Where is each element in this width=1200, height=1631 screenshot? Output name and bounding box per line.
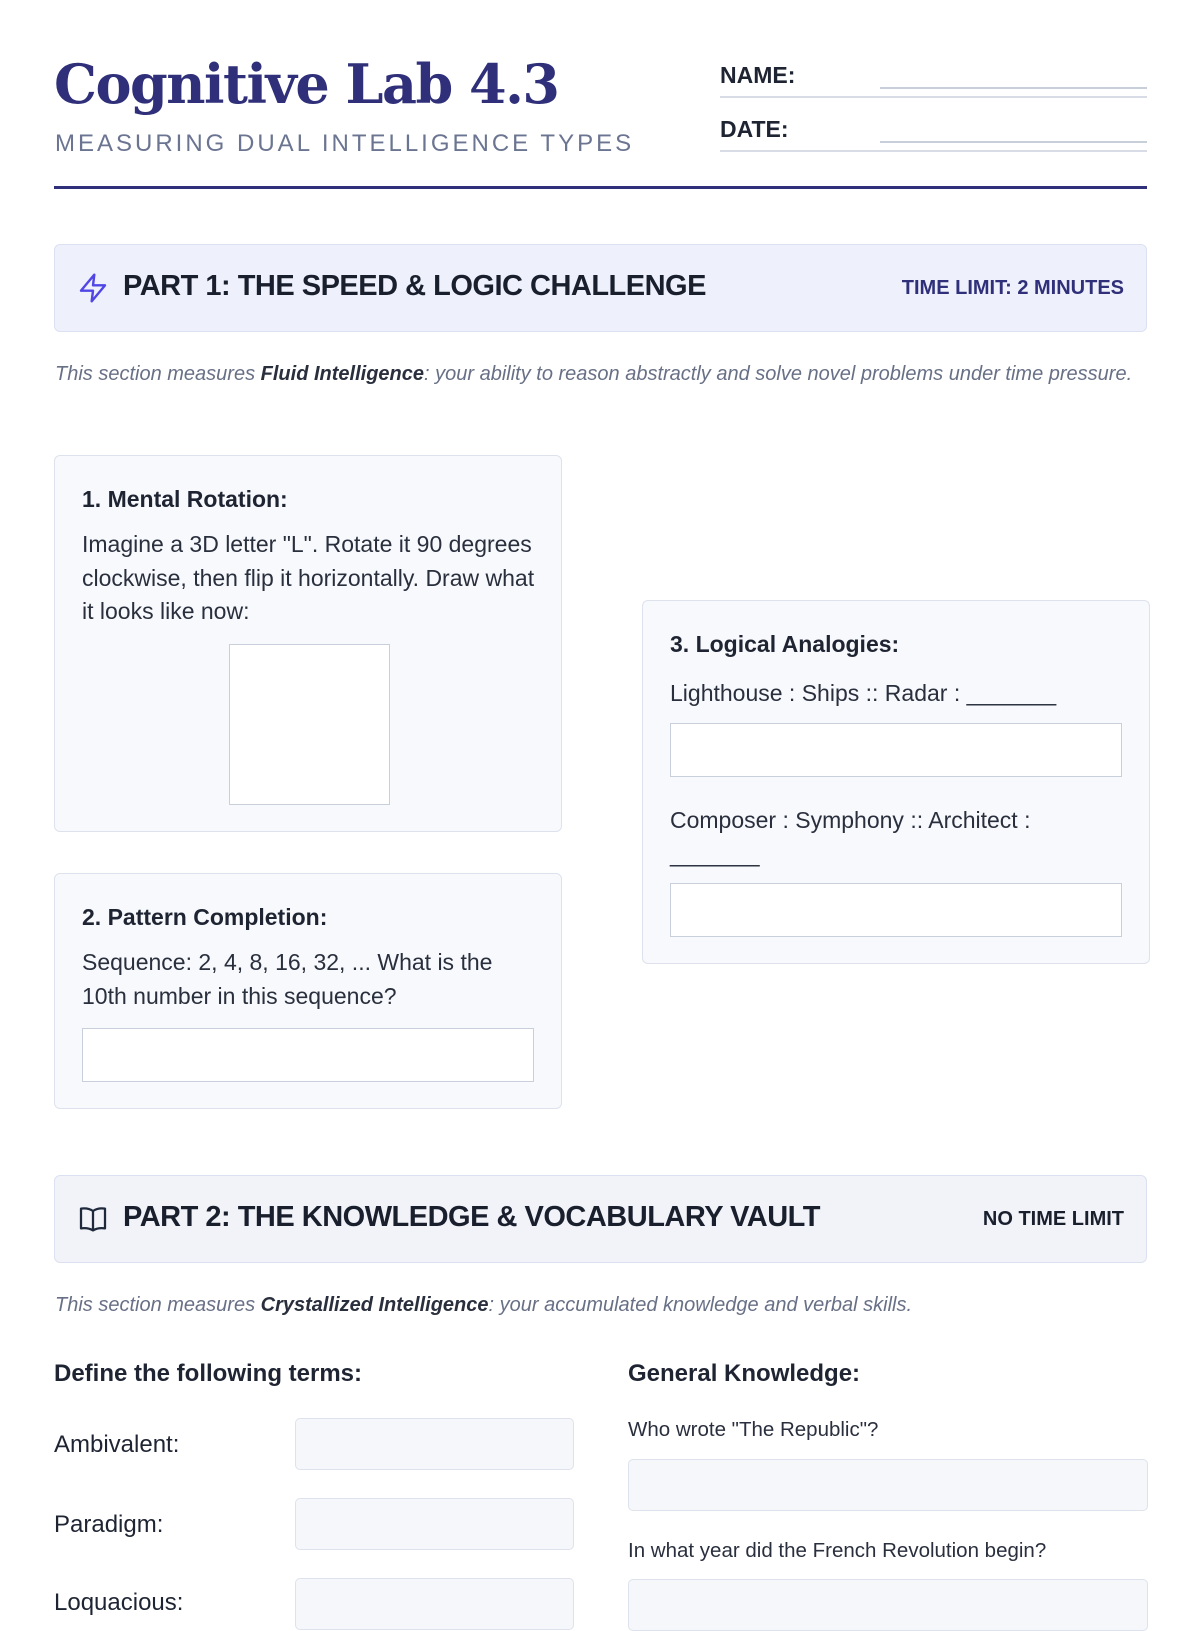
- part2-time-limit: NO TIME LIMIT: [982, 1208, 1124, 1230]
- analogy-1-input[interactable]: [670, 723, 1122, 777]
- part1-intro: This section measures Fluid Intelligence: your ability to reason abstractly and solve novel problems under time pressure.: [55, 363, 1133, 385]
- part2-header: [54, 1175, 1147, 1263]
- question-1-text: Imagine a 3D letter "L". Rotate it 90 degrees clockwise, then flip it horizontally. Draw what it looks like now:: [82, 531, 535, 624]
- gk-heading: General Knowledge:: [628, 1360, 861, 1387]
- analogy-2-text: Composer : Symphony :: Architect : _______: [670, 807, 1031, 867]
- crystallized-intelligence-term: Crystallized Intelligence: [260, 1294, 489, 1316]
- name-label: NAME:: [720, 62, 796, 88]
- question-1-card: [54, 455, 562, 832]
- gk-question-republic: Who wrote "The Republic"?: [628, 1418, 879, 1441]
- gk-answer-french-revolution[interactable]: [628, 1579, 1148, 1631]
- definition-input-ambivalent[interactable]: [295, 1418, 574, 1470]
- term-ambivalent: Ambivalent:: [54, 1431, 180, 1458]
- part1-header: [54, 244, 1147, 332]
- definition-input-paradigm[interactable]: [295, 1498, 574, 1550]
- terms-heading: Define the following terms:: [54, 1360, 363, 1387]
- analogy-2-input[interactable]: [670, 883, 1122, 937]
- open-book-icon: [77, 1203, 109, 1235]
- term-loquacious: Loquacious:: [54, 1589, 184, 1616]
- question-1-title: 1. Mental Rotation:: [82, 486, 288, 512]
- part2-intro: This section measures Crystallized Intelligence: your accumulated knowledge and verbal skills.: [55, 1294, 913, 1316]
- question-2-title: 2. Pattern Completion:: [82, 904, 328, 930]
- name-field[interactable]: [720, 56, 1147, 98]
- part2-title: PART 2: THE KNOWLEDGE & VOCABULARY VAULT: [123, 1201, 820, 1233]
- gk-question-french-revolution: In what year did the French Revolution begin?: [628, 1539, 1047, 1562]
- question-2-text: Sequence: 2, 4, 8, 16, 32, ... What is the 10th number in this sequence?: [82, 949, 493, 1009]
- header-divider: [54, 186, 1147, 189]
- question-2-card: [54, 873, 562, 1109]
- question-3-title: 3. Logical Analogies:: [670, 631, 900, 657]
- gk-answer-republic[interactable]: [628, 1459, 1148, 1511]
- date-line[interactable]: [880, 141, 1147, 143]
- lightning-bolt-icon: [77, 272, 109, 304]
- drawing-box[interactable]: [229, 644, 390, 805]
- date-field[interactable]: [720, 110, 1147, 152]
- part1-title: PART 1: THE SPEED & LOGIC CHALLENGE: [123, 270, 706, 302]
- page-subtitle: MEASURING DUAL INTELLIGENCE TYPES: [55, 130, 635, 157]
- pattern-answer-input[interactable]: [82, 1028, 534, 1082]
- analogy-1-text: Lighthouse : Ships :: Radar : _______: [670, 680, 1057, 706]
- name-line[interactable]: [880, 87, 1147, 89]
- definition-input-loquacious[interactable]: [295, 1578, 574, 1630]
- page-title: Cognitive Lab 4.3: [54, 52, 559, 116]
- term-paradigm: Paradigm:: [54, 1511, 164, 1538]
- part1-time-limit: TIME LIMIT: 2 MINUTES: [901, 277, 1124, 299]
- fluid-intelligence-term: Fluid Intelligence: [260, 363, 424, 385]
- question-3-card: [642, 600, 1150, 964]
- date-label: DATE:: [720, 116, 789, 142]
